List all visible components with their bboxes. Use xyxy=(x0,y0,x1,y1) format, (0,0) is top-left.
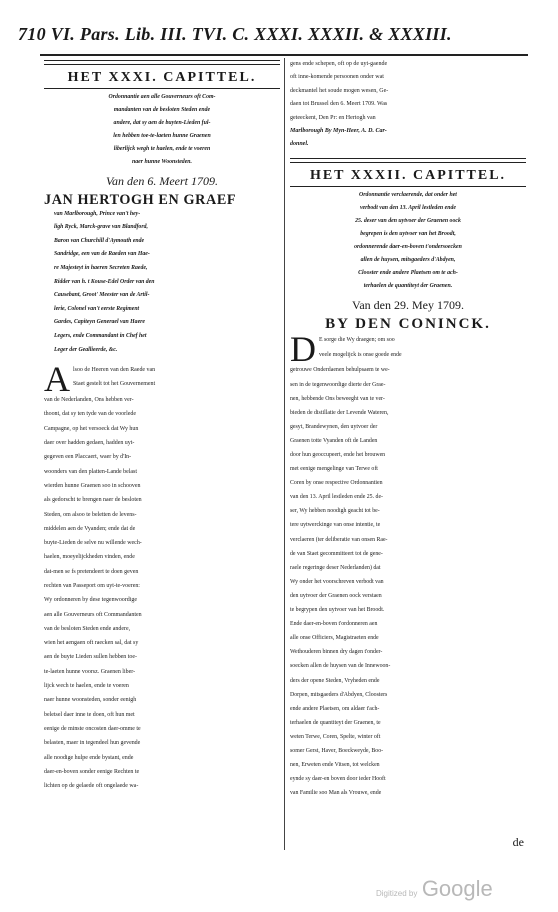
body-line: middelen aen de Vyanden; ende dat de xyxy=(44,525,136,532)
body-line: lichten op de gelaede oft ongelaede wa- xyxy=(44,783,139,790)
titles-line: Legers, ende Commandant in Chef het xyxy=(54,332,147,339)
summary-line: Ordonnantie verclaerende, dat onder het xyxy=(359,192,457,199)
titles-line: van Marlborough, Prince van't hey- xyxy=(54,210,141,217)
body-line: Ende daer-en-boven t'ordonneren aen xyxy=(290,621,378,628)
body-line: wien het aengaen oft raecken sal, dat sy xyxy=(44,640,139,647)
body-line: sen in de tegenwoordige dierte der Grae- xyxy=(290,381,386,388)
body-line: daer over hadden gedaen, hadden uyt- xyxy=(44,440,135,447)
body-line: thoont, dat sy ten tyde van de voorlede xyxy=(44,411,137,418)
body-line: van Familie soo Man als Vrouwe, ende xyxy=(290,790,382,797)
right-column xyxy=(290,58,526,800)
royal-heading: BY DEN CONINCK. xyxy=(325,316,491,333)
body-line: aen alle Gouverneurs oft Commandanten xyxy=(44,611,142,618)
google-logo: Google xyxy=(421,876,493,901)
body-line: Coren by onse respective Ordonnantien xyxy=(290,480,383,487)
body-line: buyte-Lieden de selve nu willende wech- xyxy=(44,540,142,547)
body-line: beletsel daer inne te doen, oft hun met xyxy=(44,711,135,718)
body-line: gegeven een Placcaert, waer by d'In- xyxy=(44,454,132,461)
body-line: te begrypen den uytvoer van het Broodt. xyxy=(290,607,385,614)
body-line: Wy ordonneren by dese tegenwoordige xyxy=(44,597,137,604)
body-line: Graenen totte Vyanden oft de Landen xyxy=(290,437,378,444)
body-line: aen de buyte Lieden sullen hebben toe- xyxy=(44,654,137,661)
body-line: raele regeringe deser Nederlanden) dat xyxy=(290,564,381,571)
summary-line: terhaelen de quantiteyt der Graenen. xyxy=(363,283,453,290)
drop-cap-d: D xyxy=(290,329,316,370)
titles-line: Ridder van h. t Kouse-Edel Order van den xyxy=(54,278,155,285)
titles-line: Causebant, Groot' Meester van de Artil- xyxy=(54,292,150,299)
summary-line: Ordonnantie aen alle Gouverneurs oft Com- xyxy=(108,94,216,101)
summary-line: verbodt van den 13. April lestleden ende xyxy=(359,205,457,212)
header-rule xyxy=(40,54,528,56)
drop-cap-a: A xyxy=(44,359,70,400)
chapter-rule-bottom xyxy=(290,186,526,187)
body-line: verclaeren (ter deliberatie van onsen Rae- xyxy=(290,536,388,543)
body-line: belasten, maer in tegendeel hun gevende xyxy=(44,740,141,747)
body-line: Wy onder het voorschreven verbodt van xyxy=(290,578,384,585)
body-line: wierden hunne Graenen soo in schooven xyxy=(44,482,141,489)
body-line: van de besloten Steden ende andere, xyxy=(44,625,131,632)
summary-line: ordonnerende daer-en-boven t'ondersoecken xyxy=(354,244,462,251)
body-line: ders der opene Steden, Vryheden ende xyxy=(290,677,380,684)
body-line: lijck wech te haelen, ende te voeren xyxy=(44,683,129,690)
body-line: ser, Wy hebben noodigh geacht tot be- xyxy=(290,508,380,515)
body-line: van den 13. April lestleden ende 25. de- xyxy=(290,494,383,501)
body-line: Wethouderen binnen dry dagen t'onder- xyxy=(290,649,383,656)
summary-line: allen de huysen, mitsgaeders d'Abdyen, xyxy=(360,257,456,264)
body-line: gesyt, Brandewynen, den uytvoer der xyxy=(290,423,378,430)
left-column xyxy=(44,58,280,793)
body-line: Dorpen, mitsgaeders d'Abdyen, Cloosters xyxy=(290,691,388,698)
body-line: ende andere Plaetsen, om aldaer t'ach- xyxy=(290,705,380,712)
body-line: alle onse Officiers, Magistraeten ende xyxy=(290,635,379,642)
summary-line: mandanten van de besloten Steden ende xyxy=(113,107,211,114)
body-line: daer-en-boven sonder eenige Rechten te xyxy=(44,768,140,775)
body-line: deckmantel het soude mogen wesen, Ge- xyxy=(290,87,389,94)
body-text-31 xyxy=(44,359,280,793)
titles-line: Sandridge, een van de Raeden van Hae- xyxy=(54,251,150,258)
running-head: 710 VI. Pars. Lib. III. TVI. C. XXXI. XXXII. & XXXIII. xyxy=(18,24,452,44)
body-line: als gedorscht te brengen naer de besloten xyxy=(44,497,142,504)
chapter-rule-bottom xyxy=(44,88,280,89)
chapter-title-31: HET XXXI. CAPITTEL. xyxy=(67,70,257,85)
body-line: daen tot Brussel den 6. Meert 1709. Was xyxy=(290,101,388,108)
body-line: E sorge die Wy draegen; om soo xyxy=(319,337,395,344)
body-line: door hun geoccupeert, ende het brouwen xyxy=(290,452,386,459)
digitized-watermark xyxy=(376,876,493,902)
body-line: bieden de distillatie der Levende Wateren, xyxy=(290,409,389,416)
summary-line: begrepen is den uytvoer van het Broodt, xyxy=(360,231,456,238)
body-line: tere uytwerckinge van onse intentie, te xyxy=(290,522,381,529)
body-line: alle noodige hulpe ende bystant, ende xyxy=(44,754,134,761)
titles-line: ligh Ryck, Marck-grave van Blandford, xyxy=(54,224,148,231)
body-line: oft inne-komende persoonen onder wat xyxy=(290,74,384,81)
summary-line: andere, dat sy aen de buyten-Lieden ful- xyxy=(113,120,211,127)
titles-line: Gardes, Capiteyn Generael van Haere xyxy=(54,319,145,326)
catchword: de xyxy=(512,835,524,849)
body-line: Campagne, op het versoeck dat Wy hun xyxy=(44,425,139,432)
chapter-rule-top xyxy=(290,158,526,163)
chapter-title-32: HET XXXII. CAPITTEL. xyxy=(309,167,507,183)
summary-line: 25. deser van den uytvoer der Graenen oock xyxy=(355,218,461,225)
chapter-summary-32 xyxy=(290,189,526,293)
body-line: den uytvoer der Graenen oock verstaen xyxy=(290,592,382,599)
body-text-32 xyxy=(290,329,526,800)
body-line: van de Nederlanden, Ons hebben ver- xyxy=(44,397,134,404)
body-line: getrouwe Onderdaenen behulpsaem te we- xyxy=(290,367,390,374)
body-line: naer hunne woonsteden, sonder eenigh xyxy=(44,697,137,704)
body-line: lsoo de Heeren van den Raede van xyxy=(73,367,156,374)
titles-line: lerie, Colonel van't eerste Regiment xyxy=(54,305,140,312)
body-line: woonders van den platten-Lande belast xyxy=(44,468,137,475)
body-line: haelen, moeyelijckheden vinden, ende xyxy=(44,554,135,561)
body-line: met eenige mengelinge van Terwe oft xyxy=(290,466,378,473)
body-line: somer Gerst, Haver, Boeckweyde, Boo- xyxy=(290,747,384,754)
signature-line: donnel. xyxy=(290,141,309,148)
body-line: dat-men se fs pretendeert te doen geven xyxy=(44,568,139,575)
body-line: veele mogelijck is onse goede ende xyxy=(319,351,402,358)
body-line: weten Terwe, Coren, Spelte, winter oft xyxy=(290,733,381,740)
body-line: gens ende schepen, oft op de uyt-gaende xyxy=(290,61,388,67)
body-line: Steden, om alsoo te beletten de levens- xyxy=(44,511,137,518)
summary-line: len hebben toe-te-laeten hunne Graenen xyxy=(113,133,211,140)
body-line: eenige de minste oncosten daer-omme te xyxy=(44,725,141,732)
dateline-32: Van den 29. Mey 1709. xyxy=(352,298,464,313)
body-line: soecken allen de huysen van de Innewoon- xyxy=(290,663,391,670)
titles-line: Leger der Geallieerde, &c. xyxy=(54,346,118,353)
body-line: geteeckent, Den Pr: en Hertogh van xyxy=(290,114,376,121)
body-line: nen, hebbende Ons beweeght van te ver- xyxy=(290,395,385,402)
watermark-prefix: Digitized by xyxy=(376,889,418,898)
column-divider xyxy=(284,58,285,850)
titles-line: Baron van Churchill d'Aymouth ende xyxy=(54,237,145,244)
body-line: nen, Erweten ende Vitsen, tot welcken xyxy=(290,762,380,769)
summary-line: naer hunne Woonsteden. xyxy=(131,159,193,166)
chapter-rule-top xyxy=(44,60,280,65)
body-line: terhaelen de quantiteyt der Graenen, te xyxy=(290,719,381,726)
issuer-name: JAN HERTOGH EN GRAEF xyxy=(44,192,237,209)
issuer-titles xyxy=(44,208,280,358)
body-line: Staet gestelt tot het Gouvernement xyxy=(73,381,156,388)
continuation-text xyxy=(290,58,526,152)
dateline-31: Van den 6. Meert 1709. xyxy=(106,174,218,189)
titles-line: re Majesteyt in haeren Secreten Raede, xyxy=(54,264,148,271)
signature-line: Marlborough By Myn-Heer, A. D. Car- xyxy=(290,128,387,135)
body-line: eynde sy daer-en boven door ieder Hooft xyxy=(290,776,386,783)
summary-line: Clooster ende andere Plaetsen om te ach- xyxy=(358,270,458,277)
body-line: rechten van Passeport om uyt-te-voeren: xyxy=(44,583,140,589)
body-line: de van Staet gecommitteert tot de gene- xyxy=(290,550,383,557)
chapter-summary-31 xyxy=(44,91,280,169)
summary-line: liberlijck wegh te haelen, ende te voeren xyxy=(113,146,211,153)
body-line: te-laeten hunne voorsz. Graenen liber- xyxy=(44,668,136,675)
